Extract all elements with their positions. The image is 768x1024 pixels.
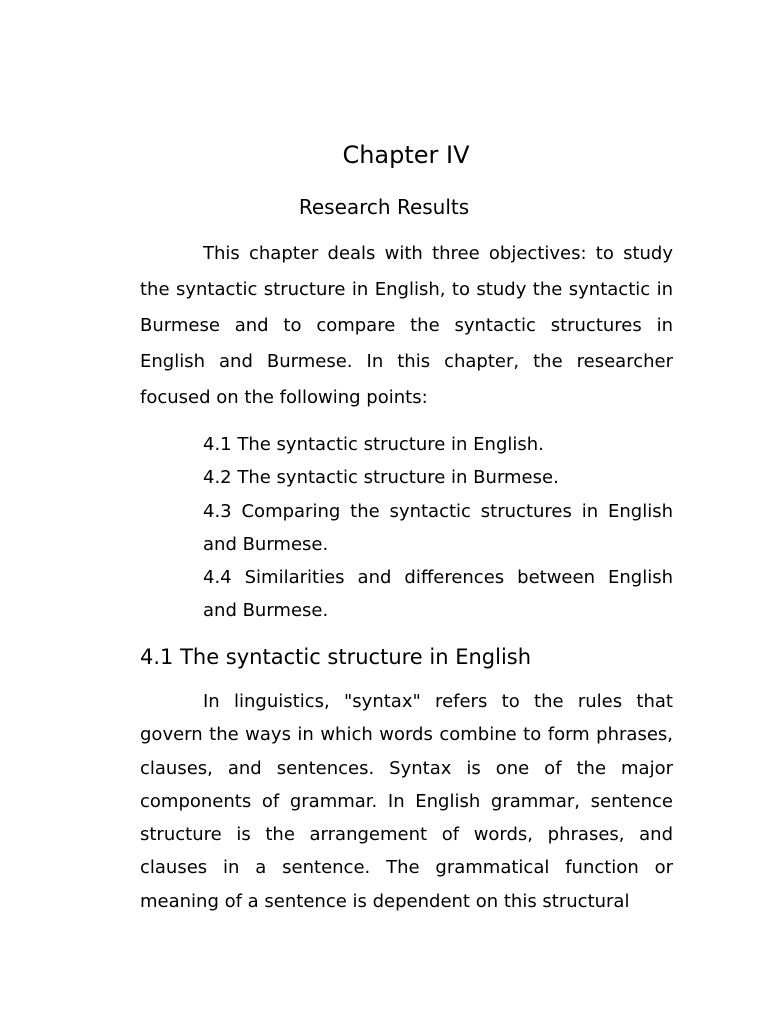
subsection-heading: 4.1 The syntactic structure in English [140, 645, 532, 669]
list-item: 4.4 Similarities and differences between English and Burmese. [203, 567, 673, 622]
body-paragraph: In linguistics, "syntax" refers to the rules that govern the ways in which words combine to form phrases, clauses, and sentences. Syntax is one of the major components of grammar. In English grammar, sentence structure is the arrangement of words, phrases, and clauses in a sentence. The grammatical function or meaning of a sentence is dependent on this structural [140, 691, 673, 912]
chapter-title: Chapter IV [342, 141, 470, 169]
list-item: 4.1 The syntactic structure in English. [203, 434, 544, 455]
intro-paragraph: This chapter deals with three objectives: to study the syntactic structure in English, to study the syntactic in Burmese and to compare the syntactic structures in English and Burmese. In this chapter, the researcher focused on the following points: [140, 243, 673, 408]
section-title: Research Results [298, 195, 470, 219]
list-item: 4.3 Comparing the syntactic structures in English and Burmese. [203, 500, 673, 555]
points-list [203, 428, 673, 628]
list-item: 4.2 The syntactic structure in Burmese. [203, 467, 559, 489]
